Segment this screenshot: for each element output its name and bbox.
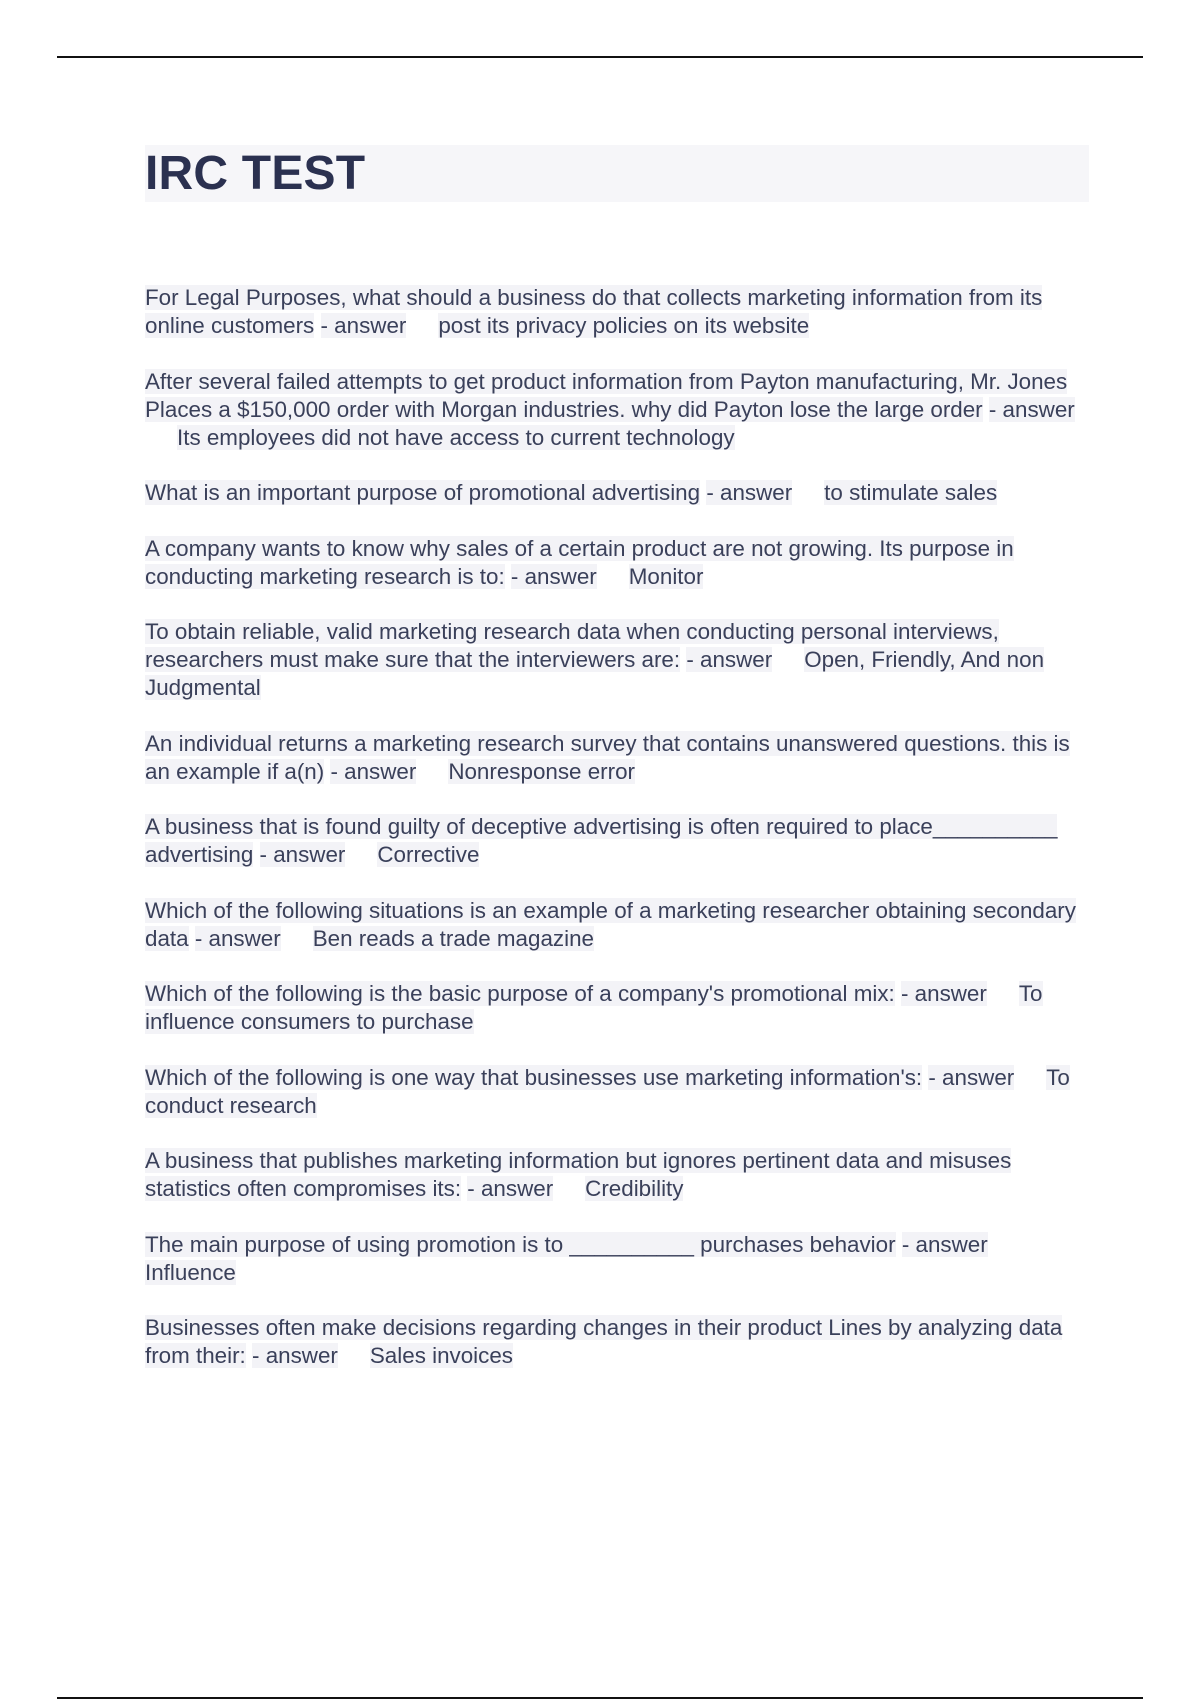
answer-text: Monitor [628,563,704,589]
question-text: For Legal Purposes, what should a business do that collects marketing information from its online customers [145,285,1043,338]
answer-separator: - answer [901,1231,988,1257]
answer-separator: - answer [510,563,597,589]
question-item [145,813,1095,869]
question-item [145,897,1095,953]
answer-separator: - answer [330,758,417,784]
question-text: Which of the following situations is an example of a marketing researcher obtaining secondary data [145,897,1076,951]
answer-text: to stimulate sales [824,480,998,505]
top-rule [57,56,1143,58]
answer-text: Influence [145,1259,236,1285]
question-item [145,618,1095,702]
question-text: What is an important purpose of promotional advertising [145,480,701,505]
question-item [145,284,1095,340]
answer-text: Ben reads a trade magazine [312,925,594,951]
answer-text: Open, Friendly, And non Judgmental [145,647,1045,700]
answer-separator: - answer [252,1343,338,1368]
question-item [145,535,1095,591]
question-text: Businesses often make decisions regarding changes in their product Lines by analyzing data from their: [145,1315,1063,1368]
answer-separator: - answer [686,647,773,672]
question-item [145,1231,1095,1287]
answer-text: To conduct research [145,1064,1070,1118]
answer-separator: - answer [259,842,346,867]
question-text: After several failed attempts to get product information from Payton manufacturing, Mr. Jones Places a $150,000 order with Morgan industries. why did Payton lose the large order [145,368,1068,422]
answer-text: Credibility [585,1176,684,1201]
question-text: A business that publishes marketing information but ignores pertinent data and misuses statistics often compromises its: [145,1148,1012,1201]
answer-text: Sales invoices [369,1343,513,1368]
answer-text: Corrective [377,842,480,867]
answer-text: Its employees did not have access to current technology [177,424,735,450]
question-item [145,479,1095,507]
question-text: An individual returns a marketing research survey that contains unanswered questions. this is an example if a(n) [145,730,1070,784]
bottom-rule [57,1697,1143,1699]
answer-separator: - answer [988,396,1075,422]
question-text: Which of the following is the basic purpose of a company's promotional mix: [145,981,895,1006]
answer-separator: - answer [706,480,793,505]
answer-separator: - answer [928,1064,1015,1090]
question-item [145,1314,1095,1370]
question-item [145,1064,1095,1120]
answer-separator: - answer [467,1176,554,1201]
page-title: IRC TEST [145,147,366,200]
question-text: A business that is found guilty of deceptive advertising is often required to place__________ advertising [145,814,1058,867]
question-text: To obtain reliable, valid marketing research data when conducting personal interviews, researchers must make sure that the interviewers are: [145,619,999,672]
question-list [145,284,1095,1398]
question-text: The main purpose of using promotion is to __________ purchases behavior [145,1231,896,1257]
question-item [145,1147,1095,1203]
question-text: Which of the following is one way that businesses use marketing information's: [145,1064,923,1090]
question-item [145,980,1095,1036]
answer-text: To influence consumers to purchase [145,981,1043,1034]
answer-separator: - answer [320,313,407,338]
question-item [145,730,1095,786]
answer-text: Nonresponse error [448,758,635,784]
question-item [145,368,1095,452]
question-text: A company wants to know why sales of a certain product are not growing. Its purpose in conducting marketing research is to: [145,535,1014,589]
answer-text: post its privacy policies on its website [438,313,810,338]
answer-separator: - answer [900,981,987,1006]
answer-separator: - answer [194,925,281,951]
